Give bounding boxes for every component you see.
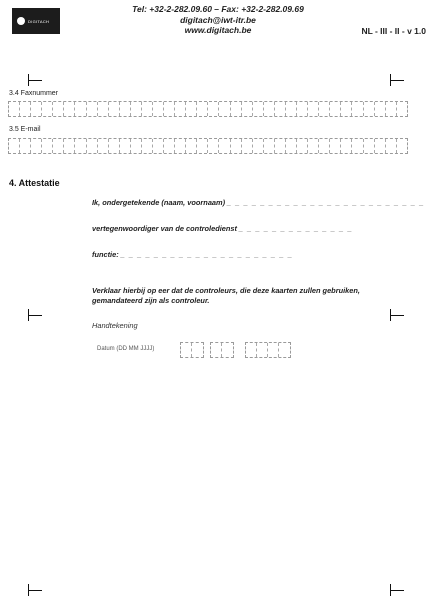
date-year-boxes[interactable]	[245, 342, 291, 358]
character-box[interactable]	[297, 102, 308, 116]
character-box[interactable]	[286, 102, 297, 116]
character-box[interactable]	[20, 102, 31, 116]
section-title: 4. Attestatie	[9, 178, 60, 188]
email-field[interactable]	[8, 138, 408, 154]
character-box[interactable]	[87, 102, 98, 116]
character-box[interactable]	[208, 102, 219, 116]
character-box[interactable]	[319, 139, 330, 153]
character-box[interactable]	[364, 102, 375, 116]
character-box[interactable]	[142, 139, 153, 153]
contact-phone-fax: Tel: +32-2-282.09.60 – Fax: +32-2-282.09.69	[132, 4, 304, 14]
character-box[interactable]	[375, 102, 386, 116]
document-code: NL - III - II - v 1.0	[361, 26, 426, 36]
character-box[interactable]	[319, 102, 330, 116]
function-fill-line[interactable]: _ _ _ _ _ _ _ _ _ _ _ _ _ _ _ _ _ _ _ _ _	[120, 250, 294, 259]
digitach-logo	[12, 8, 60, 34]
character-box[interactable]	[375, 139, 386, 153]
character-box[interactable]	[64, 102, 75, 116]
character-box[interactable]	[75, 102, 86, 116]
character-box[interactable]	[109, 139, 120, 153]
character-box[interactable]	[175, 102, 186, 116]
representative-line	[92, 224, 353, 233]
character-box[interactable]	[253, 139, 264, 153]
character-box[interactable]	[153, 139, 164, 153]
undersigned-line	[92, 198, 425, 207]
fax-number-field[interactable]	[8, 101, 408, 117]
character-box[interactable]	[131, 139, 142, 153]
character-box[interactable]	[364, 139, 375, 153]
character-box[interactable]	[109, 102, 120, 116]
character-box[interactable]	[120, 102, 131, 116]
character-box[interactable]	[297, 139, 308, 153]
character-box[interactable]	[53, 102, 64, 116]
character-box[interactable]	[231, 102, 242, 116]
undersigned-label: Ik, ondergetekende (naam, voornaam)	[92, 198, 226, 207]
logo-mark-icon	[17, 17, 25, 25]
character-box[interactable]	[264, 139, 275, 153]
contact-block	[120, 4, 316, 36]
character-box[interactable]	[42, 139, 53, 153]
character-box[interactable]	[31, 102, 42, 116]
character-box[interactable]	[219, 102, 230, 116]
character-box[interactable]	[153, 102, 164, 116]
contact-email: digitach@iwt-itr.be	[180, 14, 256, 25]
character-box[interactable]	[186, 139, 197, 153]
character-box[interactable]	[164, 102, 175, 116]
character-box[interactable]	[397, 102, 407, 116]
character-box[interactable]	[264, 102, 275, 116]
representative-fill-line[interactable]: _ _ _ _ _ _ _ _ _ _ _ _ _ _	[239, 224, 353, 233]
character-box[interactable]	[31, 139, 42, 153]
declaration-text: Verklaar hierbij op eer dat de controleurs, die deze kaarten zullen gebruiken, gemandateerd zijn als controleur.	[92, 286, 360, 305]
character-box[interactable]	[231, 139, 242, 153]
character-box[interactable]	[352, 139, 363, 153]
character-box[interactable]	[20, 139, 31, 153]
email-label: 3.5 E-mail	[9, 126, 41, 133]
date-month-boxes[interactable]	[210, 342, 234, 358]
character-box[interactable]	[330, 102, 341, 116]
character-box[interactable]	[253, 102, 264, 116]
function-line	[92, 250, 293, 259]
date-label: Datum (DD MM JJJJ)	[97, 346, 155, 352]
character-box[interactable]	[341, 139, 352, 153]
character-box[interactable]	[142, 102, 153, 116]
signature-label: Handtekening	[92, 321, 138, 330]
character-box[interactable]	[275, 102, 286, 116]
fax-label: 3.4 Faxnummer	[9, 90, 59, 97]
character-box[interactable]	[275, 139, 286, 153]
character-box[interactable]	[9, 102, 20, 116]
character-box[interactable]	[197, 139, 208, 153]
character-box[interactable]	[131, 102, 142, 116]
character-box[interactable]	[197, 102, 208, 116]
character-box[interactable]	[98, 139, 109, 153]
representative-label: vertegenwoordiger van de controledienst	[92, 224, 237, 233]
character-box[interactable]	[64, 139, 75, 153]
character-box[interactable]	[164, 139, 175, 153]
character-box[interactable]	[42, 102, 53, 116]
date-day-boxes[interactable]	[180, 342, 204, 358]
character-box[interactable]	[286, 139, 297, 153]
character-box[interactable]	[308, 102, 319, 116]
character-box[interactable]	[386, 102, 397, 116]
character-box[interactable]	[219, 139, 230, 153]
character-box[interactable]	[9, 139, 20, 153]
character-box[interactable]	[341, 102, 352, 116]
undersigned-fill-line[interactable]: _ _ _ _ _ _ _ _ _ _ _ _ _ _ _ _ _ _ _ _ _ _ _ _	[227, 198, 425, 207]
character-box[interactable]	[386, 139, 397, 153]
character-box[interactable]	[242, 139, 253, 153]
character-box[interactable]	[308, 139, 319, 153]
contact-website: www.digitach.be	[184, 25, 252, 35]
character-box[interactable]	[175, 139, 186, 153]
character-box[interactable]	[242, 102, 253, 116]
character-box[interactable]	[98, 102, 109, 116]
character-box[interactable]	[120, 139, 131, 153]
character-box[interactable]	[75, 139, 86, 153]
character-box[interactable]	[186, 102, 197, 116]
character-box[interactable]	[330, 139, 341, 153]
character-box[interactable]	[397, 139, 407, 153]
character-box[interactable]	[208, 139, 219, 153]
character-box[interactable]	[87, 139, 98, 153]
character-box[interactable]	[352, 102, 363, 116]
logo-text: DIGITACH	[28, 18, 50, 24]
function-label: functie:	[92, 250, 119, 259]
character-box[interactable]	[53, 139, 64, 153]
